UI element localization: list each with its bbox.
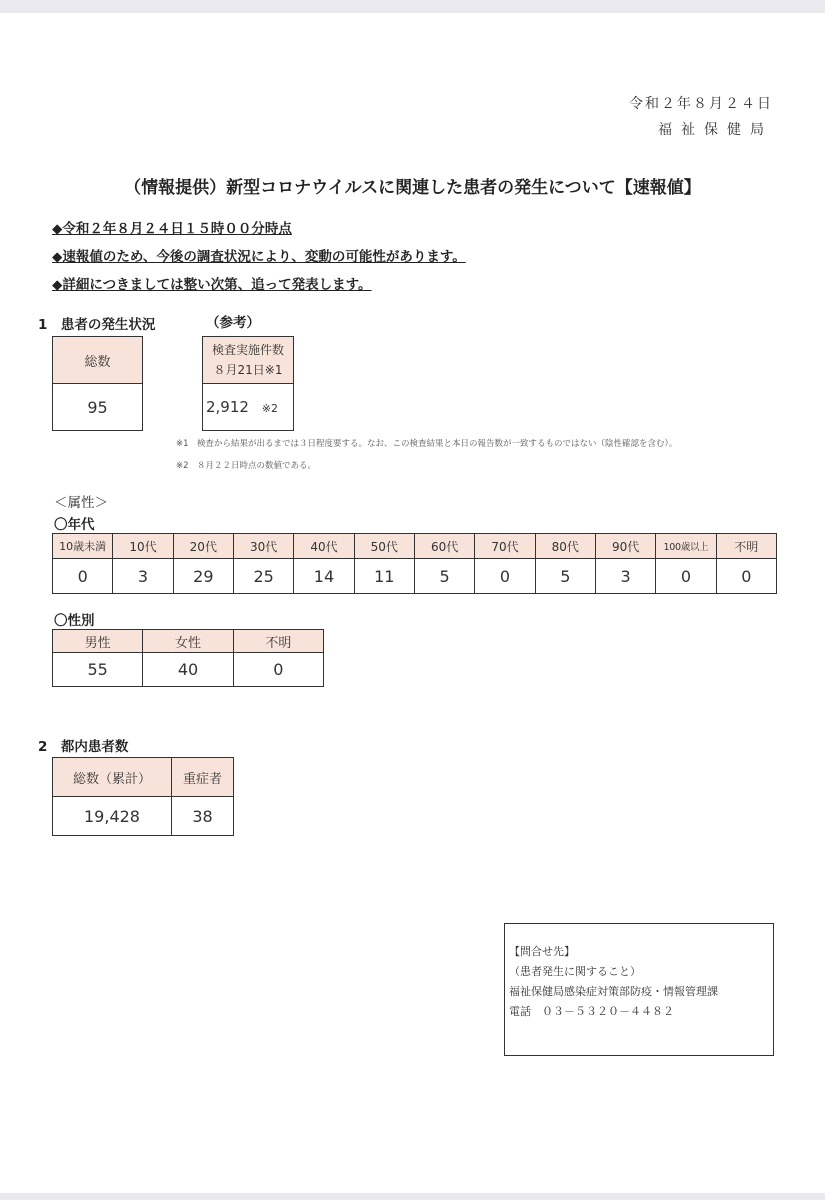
- total-patients-table: [52, 336, 143, 431]
- contact-subject: （患者発生に関すること）: [509, 965, 641, 978]
- age-col-30s: 30代: [233, 534, 293, 559]
- section2-heading: 2 都内患者数: [38, 739, 129, 755]
- note-timestamp: ◆令和２年８月２４日１５時００分時点: [52, 221, 292, 237]
- age-value-70s: 0: [475, 559, 535, 594]
- age-col-70s: 70代: [475, 534, 535, 559]
- tests-value: 2,912: [206, 398, 249, 416]
- age-header-row: [53, 534, 777, 559]
- tokyo-patients-table: [52, 757, 234, 836]
- age-col-50s: 50代: [354, 534, 414, 559]
- footnote-1: ※1 検査から結果が出るまでは３日程度要する。なお、この検査結果と本日の報告数が一致するものではない（陰性確認を含む）。: [176, 439, 678, 449]
- gender-value-male: 55: [53, 653, 143, 687]
- total-value: 95: [53, 384, 143, 431]
- gender-value-row: [53, 653, 324, 687]
- gender-value-unknown: 0: [233, 653, 323, 687]
- tests-table: [202, 336, 294, 431]
- age-value-50s: 11: [354, 559, 414, 594]
- age-value-unknown: 0: [716, 559, 776, 594]
- age-col-100plus: 100歳以上: [656, 534, 716, 559]
- tokyo-value-row: [53, 797, 234, 836]
- contact-department: 福祉保健局感染症対策部防疫・情報管理課: [509, 985, 718, 998]
- age-value-20s: 29: [173, 559, 233, 594]
- age-value-90s: 3: [595, 559, 655, 594]
- note-preliminary: ◆速報値のため、今後の調査状況により、変動の可能性があります。: [52, 249, 466, 265]
- age-col-90s: 90代: [595, 534, 655, 559]
- tokyo-col-cumulative: 総数（累計）: [53, 758, 172, 797]
- tokyo-value-severe: 38: [172, 797, 234, 836]
- age-value-10s: 3: [113, 559, 173, 594]
- attributes-heading: ＜属性＞: [54, 495, 108, 511]
- age-col-20s: 20代: [173, 534, 233, 559]
- tests-label-line2: ８月21日※1: [213, 363, 283, 377]
- gender-table: [52, 629, 324, 687]
- contact-box: [504, 923, 774, 1056]
- age-col-under10: 10歳未満: [53, 534, 113, 559]
- tests-value-cell: [203, 384, 294, 431]
- footnote-2: ※2 ８月２２日時点の数値である。: [176, 461, 317, 471]
- tokyo-header-row: [53, 758, 234, 797]
- age-heading: 〇年代: [54, 517, 95, 533]
- contact-heading: 【問合せ先】: [509, 945, 575, 958]
- tests-label: [203, 337, 294, 384]
- section1-heading: 1 患者の発生状況: [38, 317, 156, 333]
- age-table: [52, 533, 777, 594]
- document-title: （情報提供）新型コロナウイルスに関連した患者の発生について【速報値】: [124, 178, 701, 198]
- age-value-row: [53, 559, 777, 594]
- age-col-80s: 80代: [535, 534, 595, 559]
- tokyo-col-severe: 重症者: [172, 758, 234, 797]
- contact-phone: 電話 ０３－５３２０－４４８２: [509, 1005, 674, 1018]
- issue-date: 令和２年８月２４日: [629, 96, 773, 112]
- gender-col-male: 男性: [53, 630, 143, 653]
- age-value-100plus: 0: [656, 559, 716, 594]
- gender-col-female: 女性: [143, 630, 233, 653]
- gender-heading: 〇性別: [54, 613, 95, 629]
- gender-value-female: 40: [143, 653, 233, 687]
- age-value-30s: 25: [233, 559, 293, 594]
- age-value-80s: 5: [535, 559, 595, 594]
- tests-label-line1: 検査実施件数: [211, 343, 284, 357]
- age-col-10s: 10代: [113, 534, 173, 559]
- tokyo-value-cumulative: 19,428: [53, 797, 172, 836]
- age-value-under10: 0: [53, 559, 113, 594]
- gender-header-row: [53, 630, 324, 653]
- note-details: ◆詳細につきましては整い次第、追って発表します。: [52, 277, 372, 293]
- age-col-unknown: 不明: [716, 534, 776, 559]
- age-value-40s: 14: [294, 559, 354, 594]
- document-page: [0, 13, 825, 1193]
- age-col-60s: 60代: [414, 534, 474, 559]
- total-label: 総数: [53, 337, 143, 384]
- tests-value-mark: ※2: [261, 402, 278, 415]
- issuing-department: 福祉保健局: [658, 122, 773, 138]
- age-col-40s: 40代: [294, 534, 354, 559]
- age-value-60s: 5: [414, 559, 474, 594]
- reference-heading: （参考）: [206, 315, 260, 331]
- gender-col-unknown: 不明: [233, 630, 323, 653]
